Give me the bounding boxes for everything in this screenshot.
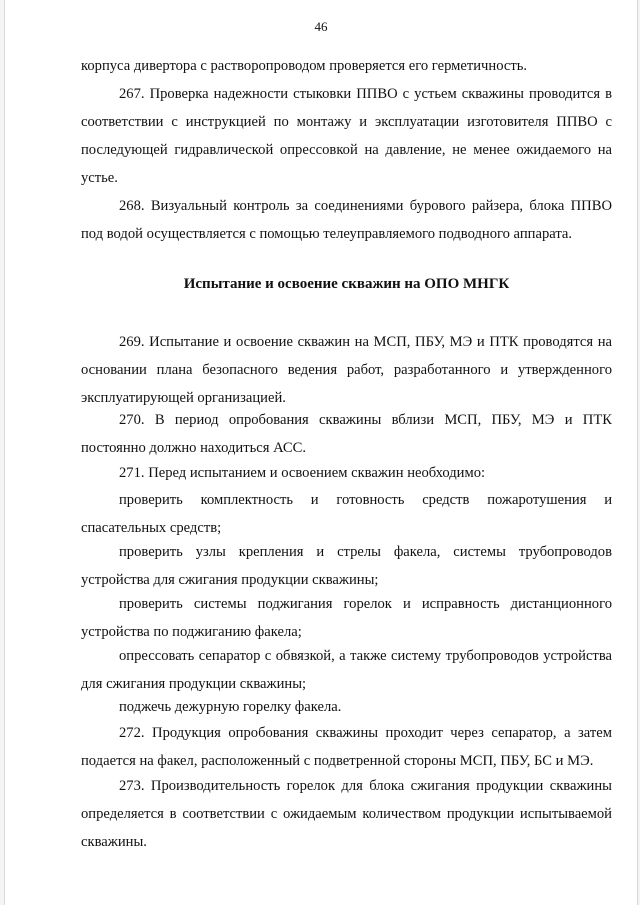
paragraph-271: 271. Перед испытанием и освоением скважин необходимо: (119, 465, 486, 481)
list-item-flare-mounts: проверить узлы крепления и стрелы факела, системы трубопроводов устройства для сжигания продукции скважины; (81, 544, 612, 588)
list-item-separator-test: опрессовать сепаратор с обвязкой, а также систему трубопроводов устройства для сжигания продукции скважины; (81, 648, 612, 692)
paragraph-272: 272. Продукция опробования скважины проходит через сепаратор, а затем подается на факел, расположенный с подветренной стороны МСП, ПБУ, БС и МЭ. (81, 725, 612, 769)
list-item-pilot-burner: поджечь дежурную горелку факела. (119, 699, 342, 715)
paragraph-269: 269. Испытание и освоение скважин на МСП, ПБУ, МЭ и ПТК проводятся на основании плана безопасного ведения работ, разработанного и утвержденного эксплуатирующей организацией. (81, 334, 612, 406)
list-item-ignition-systems: проверить системы поджигания горелок и исправность дистанционного устройства по поджиганию факела; (81, 596, 612, 640)
paragraph-268: 268. Визуальный контроль за соединениями бурового райзера, блока ППВО под водой осуществляется с помощью телеуправляемого подводного аппарата. (81, 198, 612, 242)
list-item-fire-equipment: проверить комплектность и готовность средств пожаротушения и спасательных средств; (81, 492, 612, 536)
section-heading: Испытание и освоение скважин на ОПО МНГК (183, 276, 510, 292)
paragraph-267: 267. Проверка надежности стыковки ППВО с устьем скважины проводится в соответствии с инструкцией по монтажу и эксплуатации изготовителя ППВО с последующей гидравлической опрессовкой на давление, не менее ожидаемого на устье. (81, 86, 612, 186)
page-number: 46 (314, 19, 328, 34)
paragraph-270: 270. В период опробования скважины вблизи МСП, ПБУ, МЭ и ПТК постоянно должно находиться АСС. (81, 412, 612, 456)
paragraph-continuation: корпуса дивертора с растворопроводом проверяется его герметичность. (81, 58, 528, 74)
paragraph-273: 273. Производительность горелок для блока сжигания продукции скважины определяется в соответствии с ожидаемым количеством продукции испытываемой скважины. (81, 778, 612, 850)
document-page (4, 0, 638, 905)
